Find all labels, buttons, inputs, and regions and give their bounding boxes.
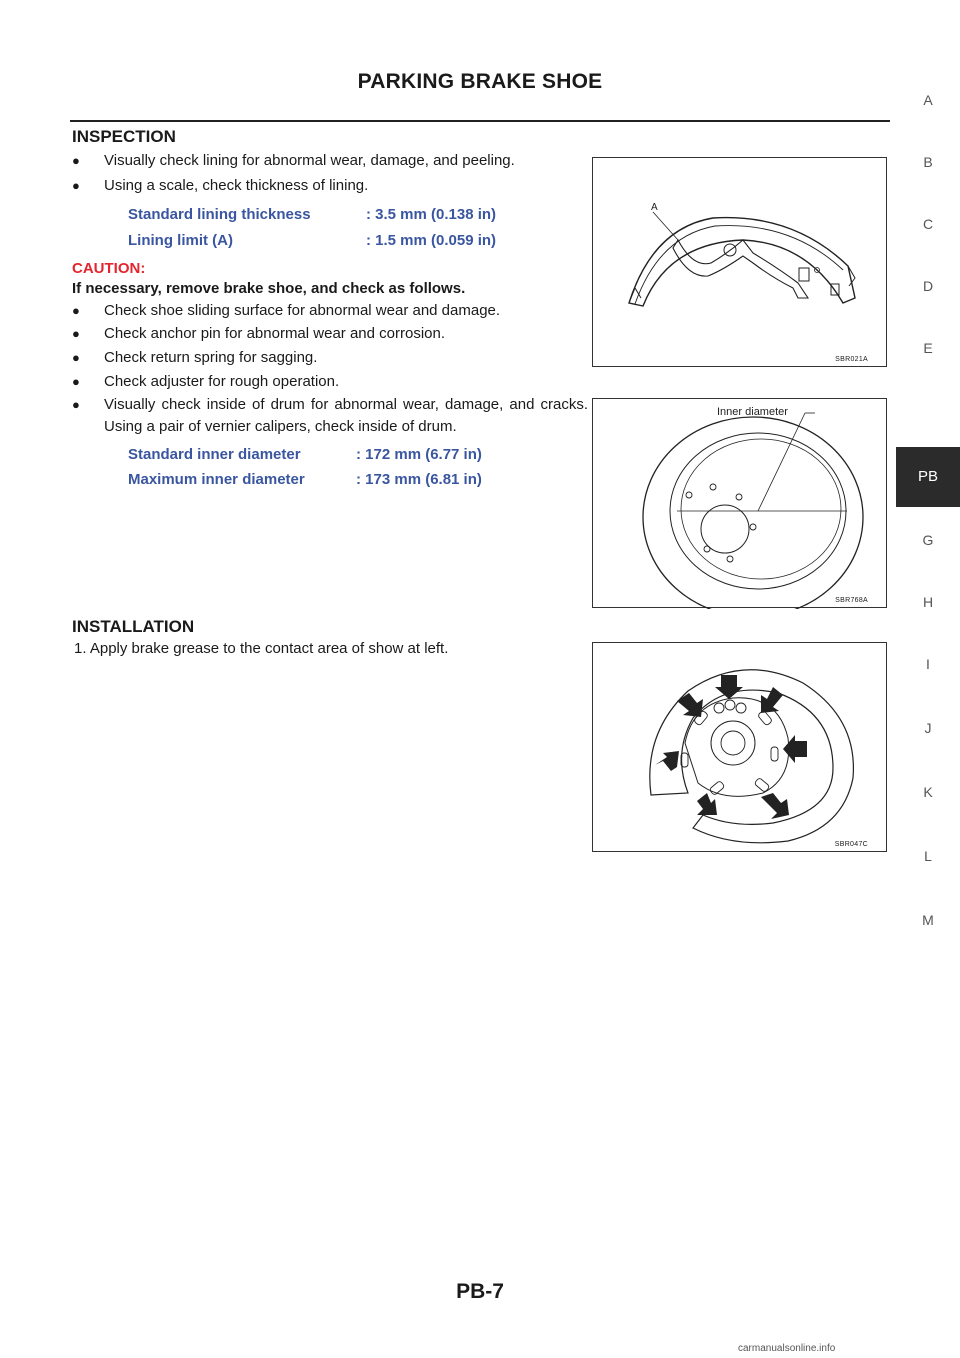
check-text: Visually check inside of drum for abnormal wear, damage, and cracks. Using a pair of vernier calipers, check inside of drum. bbox=[104, 396, 588, 435]
bullet-text: Using a scale, check thickness of lining. bbox=[104, 177, 369, 194]
index-letter[interactable]: H bbox=[922, 594, 934, 610]
bullet-icon: ● bbox=[72, 178, 80, 193]
bullet-icon: ● bbox=[72, 303, 80, 318]
figure-brake-drum bbox=[592, 398, 887, 608]
installation-heading: INSTALLATION bbox=[72, 617, 195, 636]
arrow-icons bbox=[655, 675, 807, 819]
index-letter[interactable]: J bbox=[924, 720, 932, 736]
inspection-heading: INSPECTION bbox=[72, 127, 176, 146]
bullet-icon: ● bbox=[72, 397, 80, 412]
index-letter[interactable]: A bbox=[923, 92, 933, 108]
check-item bbox=[72, 394, 588, 438]
figure-code: SBR768A bbox=[835, 597, 868, 604]
spec-value: : 172 mm (6.77 in) bbox=[356, 446, 482, 463]
check-text: Check shoe sliding surface for abnormal wear and damage. bbox=[104, 302, 501, 319]
bullet-icon: ● bbox=[72, 153, 80, 168]
page-number: PB-7 bbox=[456, 1280, 504, 1303]
index-active-tab[interactable]: PB bbox=[896, 447, 960, 507]
brake-shoe-illustration bbox=[593, 158, 888, 368]
bullet-item bbox=[72, 150, 588, 172]
caution-label: CAUTION: bbox=[72, 260, 146, 277]
title-rule bbox=[70, 120, 890, 122]
index-letter[interactable]: B bbox=[923, 154, 933, 170]
brake-drum-illustration bbox=[593, 399, 888, 609]
figure-backing-plate bbox=[592, 642, 887, 852]
index-letter[interactable]: G bbox=[922, 532, 934, 548]
check-item bbox=[72, 300, 588, 322]
index-letter[interactable]: K bbox=[923, 784, 933, 800]
callout-a: A bbox=[651, 202, 658, 213]
spec-name: Maximum inner diameter bbox=[128, 471, 305, 488]
spec-value: : 173 mm (6.81 in) bbox=[356, 471, 482, 488]
spec-name: Standard lining thickness bbox=[128, 206, 311, 223]
check-item bbox=[72, 347, 588, 369]
bullet-icon: ● bbox=[72, 326, 80, 341]
index-letter[interactable]: E bbox=[923, 340, 933, 356]
index-letter[interactable]: M bbox=[922, 912, 934, 928]
check-text: Check anchor pin for abnormal wear and corrosion. bbox=[104, 325, 446, 342]
callout-inner-diameter: Inner diameter bbox=[717, 406, 788, 418]
page-title: PARKING BRAKE SHOE bbox=[357, 70, 603, 93]
spec-name: Lining limit (A) bbox=[128, 232, 233, 249]
side-index bbox=[896, 0, 960, 1358]
check-item bbox=[72, 323, 588, 345]
spec-value: : 1.5 mm (0.059 in) bbox=[366, 232, 497, 249]
bullet-icon: ● bbox=[72, 374, 80, 389]
check-item bbox=[72, 371, 588, 393]
bullet-icon: ● bbox=[72, 350, 80, 365]
backing-plate-illustration bbox=[593, 643, 888, 853]
index-letter[interactable]: D bbox=[922, 278, 934, 294]
index-letter[interactable]: L bbox=[924, 848, 932, 864]
figure-brake-shoe bbox=[592, 157, 887, 367]
index-letter[interactable]: I bbox=[926, 656, 930, 672]
index-letter[interactable]: C bbox=[922, 216, 934, 232]
figure-code: SBR021A bbox=[835, 356, 868, 363]
spec-value: : 3.5 mm (0.138 in) bbox=[366, 206, 497, 223]
spec-name: Standard inner diameter bbox=[128, 446, 301, 463]
bullet-text: Visually check lining for abnormal wear, damage, and peeling. bbox=[104, 152, 515, 169]
figure-code: SBR047C bbox=[834, 841, 868, 848]
check-text: Check adjuster for rough operation. bbox=[104, 373, 340, 390]
check-text: Check return spring for sagging. bbox=[104, 349, 318, 366]
watermark: carmanualsonline.info bbox=[738, 1343, 836, 1354]
bullet-item bbox=[72, 175, 588, 197]
caution-text: If necessary, remove brake shoe, and check as follows. bbox=[72, 280, 466, 297]
installation-step: 1. Apply brake grease to the contact area of show at left. bbox=[74, 640, 449, 657]
